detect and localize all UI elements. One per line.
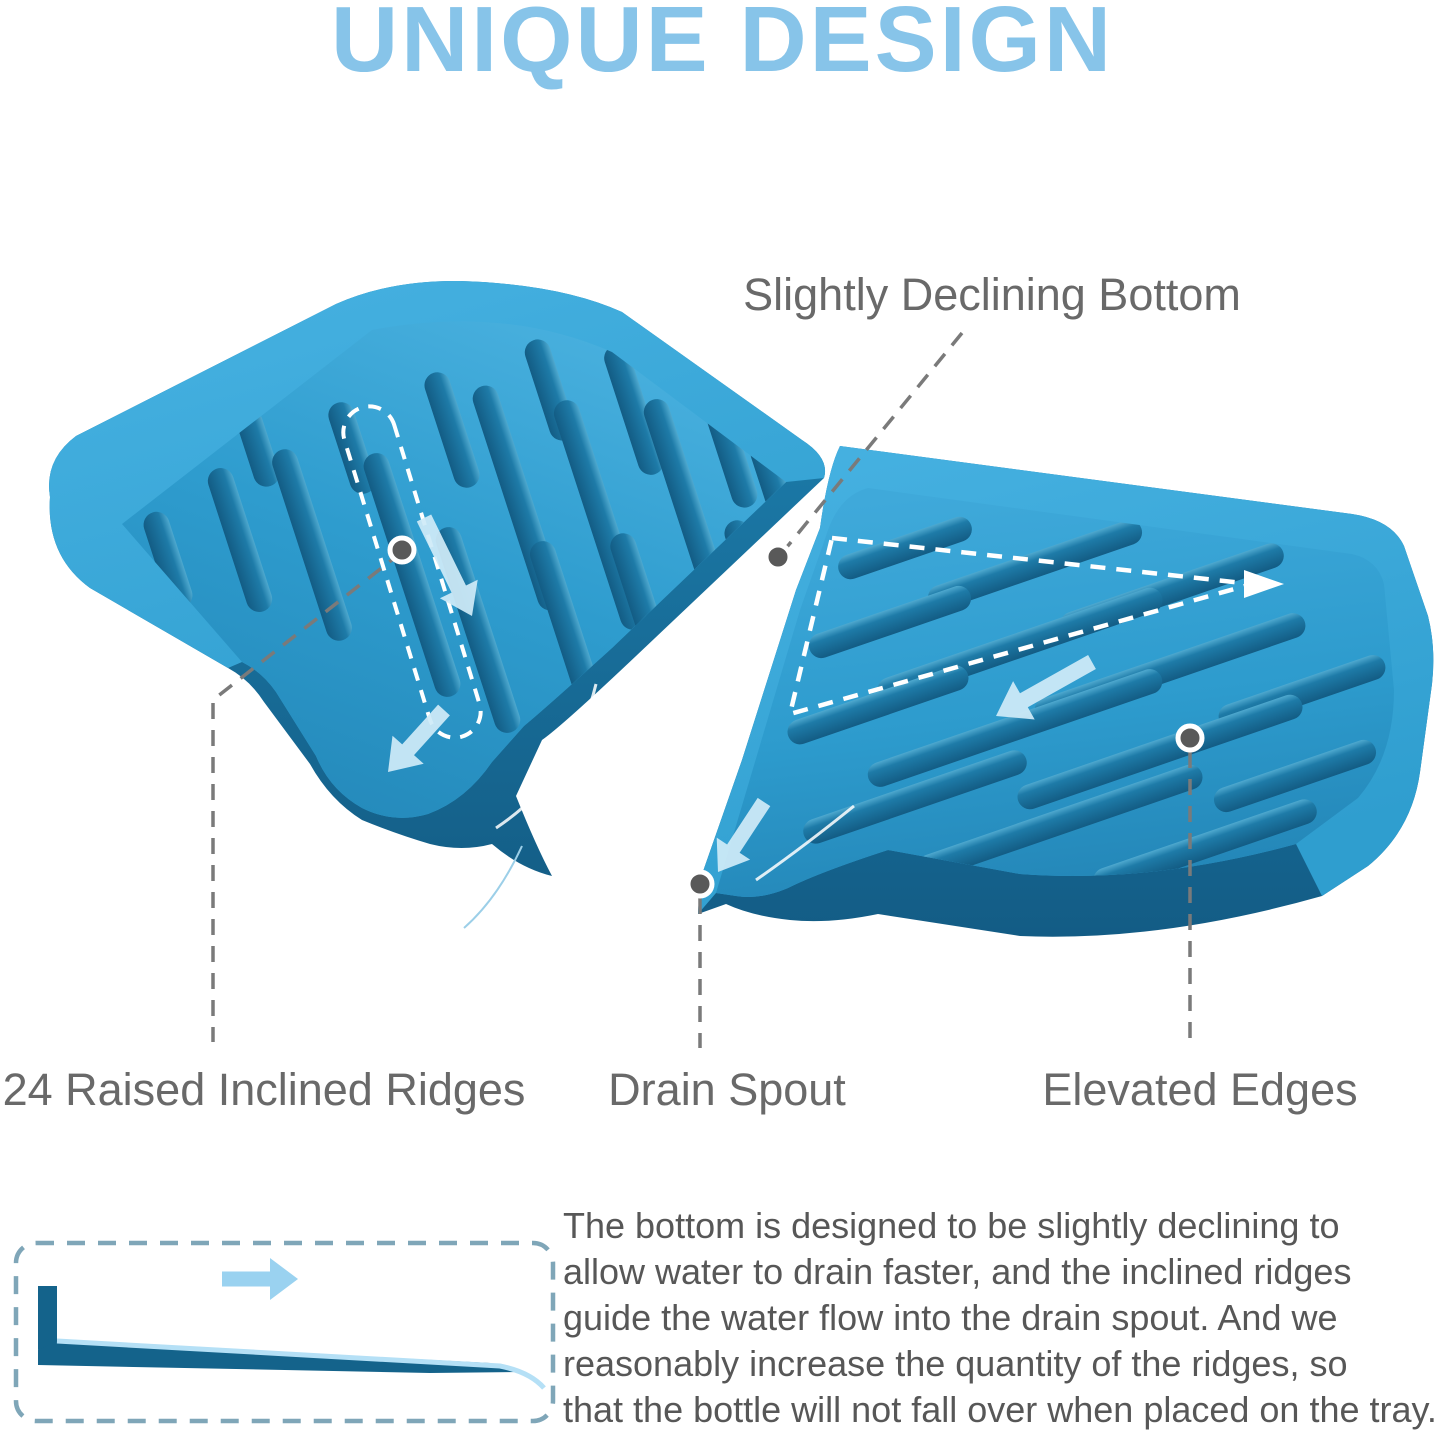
description-line: reasonably increase the quantity of the ridges, so xyxy=(563,1343,1348,1384)
callout-label-inclined-ridges: 24 Raised Inclined Ridges xyxy=(2,1064,526,1115)
callout-label-elevated-edges: Elevated Edges xyxy=(1042,1064,1358,1115)
left-tray xyxy=(49,281,825,928)
description-line: allow water to drain faster, and the inclined ridges xyxy=(563,1251,1352,1292)
inset-cross-section xyxy=(16,1243,553,1421)
description xyxy=(563,1203,1445,1433)
description-line: The bottom is designed to be slightly declining to xyxy=(563,1205,1340,1246)
callout-label-drain-spout: Drain Spout xyxy=(608,1064,846,1115)
callout-dot-declining-bottom xyxy=(766,545,790,569)
callout-dot-drain-spout xyxy=(688,872,712,896)
inset-wall xyxy=(38,1286,57,1350)
callout-dot-elevated-edges xyxy=(1178,726,1202,750)
callout-dot-inclined-ridges xyxy=(390,538,414,562)
callout-label-declining-bottom: Slightly Declining Bottom xyxy=(743,269,1241,320)
inset-flow-arrow-icon xyxy=(222,1258,298,1300)
page-title: UNIQUE DESIGN xyxy=(330,0,1115,91)
description-line: that the bottle will not fall over when placed on the tray. xyxy=(563,1389,1437,1430)
description-line: guide the water flow into the drain spout. And we xyxy=(563,1297,1338,1338)
right-tray xyxy=(698,446,1433,937)
